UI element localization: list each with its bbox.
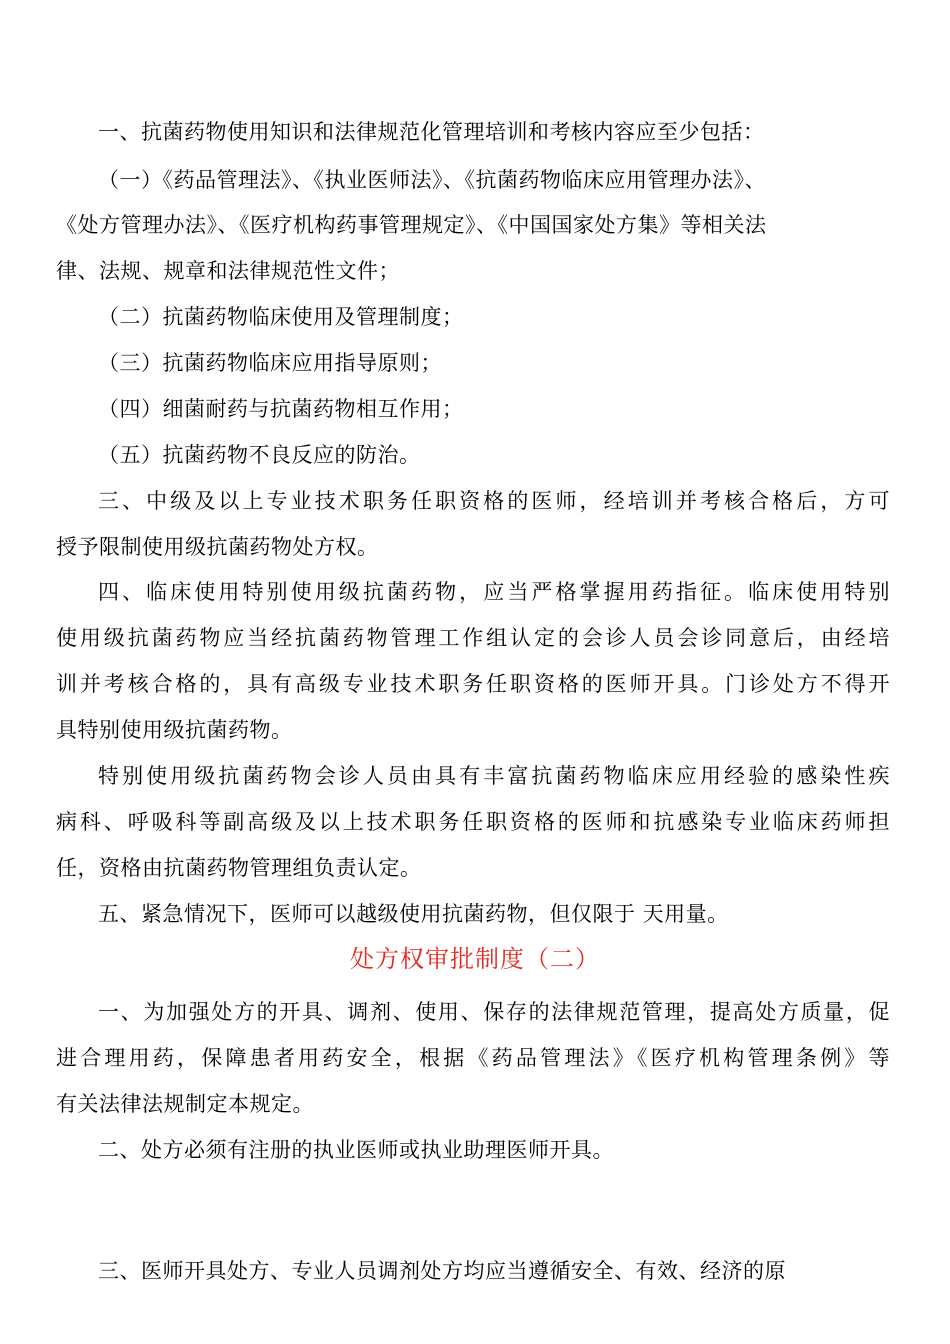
- text-line: 授予限制使用级抗菌药物处方权。: [56, 535, 379, 559]
- text-line: 有关法律法规制定本规定。: [56, 1092, 314, 1116]
- text-line: 任，资格由抗菌药物管理组负责认定。: [56, 856, 422, 880]
- text-line: 二、处方必须有注册的执业医师或执业助理医师开具。: [98, 1138, 614, 1162]
- text-line: 三、医师开具处方、专业人员调剂处方均应当遵循安全、有效、经济的原: [98, 1259, 786, 1283]
- text-line: 进合理用药，保障患者用药安全，根据《药品管理法》《医疗机构管理条例》等: [56, 1046, 890, 1070]
- text-line: （一）《药品管理法》、《执业医师法》、《抗菌药物临床应用管理办法》、: [98, 168, 766, 192]
- text-line: 五、紧急情况下，医师可以越级使用抗菌药物，但仅限于 天用量。: [98, 902, 729, 926]
- section-heading: 处方权审批制度（二）: [350, 945, 600, 973]
- text-line: 四、临床使用特别使用级抗菌药物，应当严格掌握用药指征。临床使用特别: [98, 580, 890, 604]
- text-line: 病科、呼吸科等副高级及以上技术职务任职资格的医师和抗感染专业临床药师担: [56, 810, 890, 834]
- text-line: （二）抗菌药物临床使用及管理制度；: [98, 305, 464, 329]
- text-line: 特别使用级抗菌药物会诊人员由具有丰富抗菌药物临床应用经验的感染性疾: [98, 764, 890, 788]
- text-line: （五）抗菌药物不良反应的防治。: [98, 443, 421, 467]
- text-line: （三）抗菌药物临床应用指导原则；: [98, 351, 442, 375]
- text-line: 使用级抗菌药物应当经抗菌药物管理工作组认定的会诊人员会诊同意后，由经培: [56, 626, 890, 650]
- text-line: （四）细菌耐药与抗菌药物相互作用；: [98, 397, 464, 421]
- text-line: 一、抗菌药物使用知识和法律规范化管理培训和考核内容应至少包括：: [98, 120, 765, 144]
- text-line: 一、为加强处方的开具、调剂、使用、保存的法律规范管理，提高处方质量，促: [98, 1000, 890, 1024]
- text-line: 三、中级及以上专业技术职务任职资格的医师，经培训并考核合格后，方可: [98, 489, 890, 513]
- text-line: 训并考核合格的，具有高级专业技术职务任职资格的医师开具。门诊处方不得开: [56, 672, 890, 696]
- text-line: 《处方管理办法》、《医疗机构药事管理规定》、《中国国家处方集》等相关法: [56, 213, 767, 237]
- text-line: 具特别使用级抗菌药物。: [56, 718, 293, 742]
- text-line: 律、法规、规章和法律规范性文件；: [56, 259, 400, 283]
